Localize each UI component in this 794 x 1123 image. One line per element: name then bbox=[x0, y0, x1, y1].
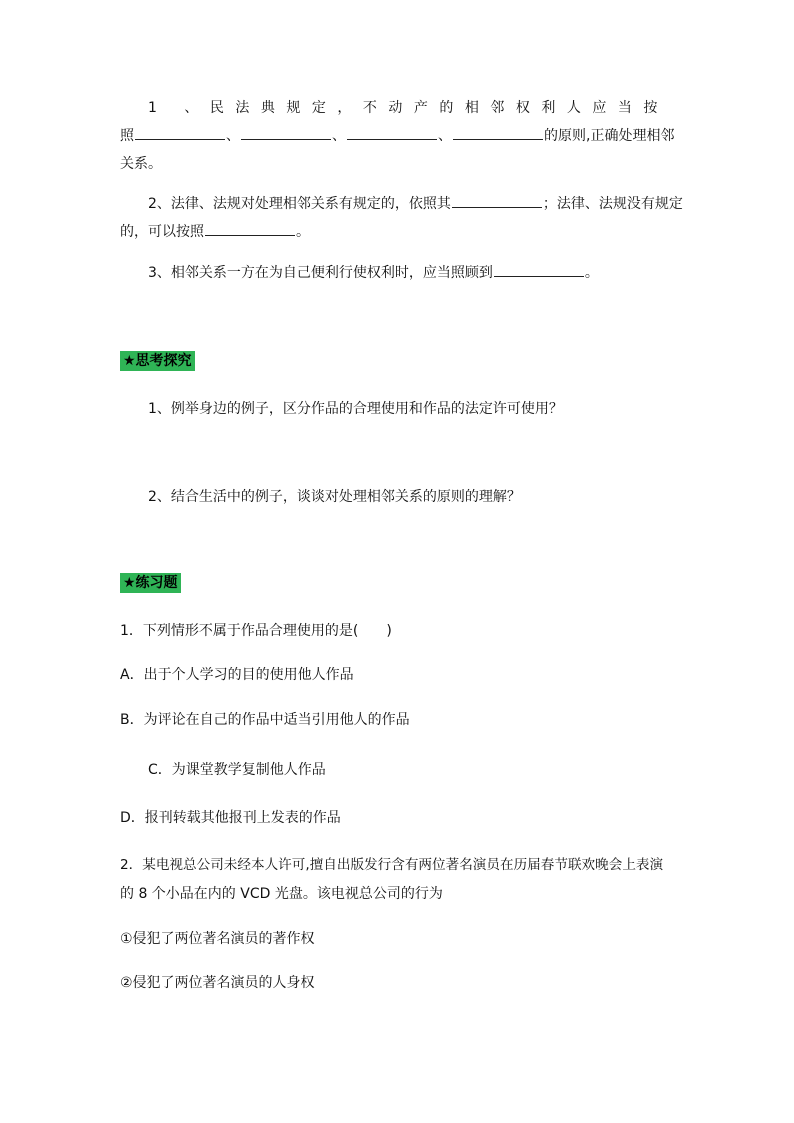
fill-q2-line2-end: 。 bbox=[296, 224, 310, 240]
exercise-q1-option-a: A．出于个人学习的目的使用他人作品 bbox=[120, 667, 354, 683]
thinking-q2: 2、结合生活中的例子，谈谈对处理相邻关系的原则的理解？ bbox=[148, 489, 521, 505]
fill-q1-text: 1 、民法典规定，不动产的相邻权利人应当按 bbox=[148, 100, 669, 116]
fill-q2-line2 bbox=[120, 221, 310, 241]
exercises-heading: ★练习题 bbox=[120, 573, 181, 593]
fill-q2-line1 bbox=[148, 193, 683, 213]
blank-7[interactable] bbox=[494, 262, 584, 277]
fill-q1-line2-start: 照 bbox=[120, 128, 134, 144]
exercise-q1-option-c: C．为课堂教学复制他人作品 bbox=[148, 762, 326, 778]
exercise-q1-option-d: D．报刊转载其他报刊上发表的作品 bbox=[120, 810, 341, 826]
blank-6[interactable] bbox=[205, 221, 295, 236]
exercise-q2-stem-line1: 2．某电视总公司未经本人许可,擅自出版发行含有两位著名演员在历届春节联欢晚会上表演 bbox=[120, 857, 664, 873]
fill-q1-line3: 关系。 bbox=[120, 156, 162, 172]
separator: 、 bbox=[226, 128, 240, 144]
fill-q2-text-end: ；法律、法规没有规定 bbox=[542, 196, 683, 212]
blank-5[interactable] bbox=[452, 193, 542, 208]
blank-2[interactable] bbox=[241, 125, 331, 140]
exercise-q2-option-1: ①侵犯了两位著名演员的著作权 bbox=[120, 931, 315, 947]
blank-4[interactable] bbox=[453, 125, 543, 140]
exercise-q2-stem-line2: 的 8 个小品在内的 VCD 光盘。该电视总公司的行为 bbox=[120, 886, 443, 902]
fill-q1-line2 bbox=[120, 125, 674, 145]
exercise-q2-option-2: ②侵犯了两位著名演员的人身权 bbox=[120, 975, 315, 991]
thinking-q1: 1、例举身边的例子，区分作品的合理使用和作品的法定许可使用？ bbox=[148, 401, 563, 417]
blank-3[interactable] bbox=[347, 125, 437, 140]
fill-q2-text-start: 2、法律、法规对处理相邻关系有规定的，依照其 bbox=[148, 196, 451, 212]
fill-q3-line bbox=[148, 262, 599, 282]
fill-q2-line2-start: 的，可以按照 bbox=[120, 224, 204, 240]
fill-q3-text-end: 。 bbox=[584, 265, 599, 281]
fill-q1-line2-end: 的原则,正确处理相邻 bbox=[544, 128, 675, 144]
blank-1[interactable] bbox=[135, 125, 225, 140]
separator: 、 bbox=[332, 128, 346, 144]
exercise-q1-stem: 1．下列情形不属于作品合理使用的是( ) bbox=[120, 623, 392, 639]
exercise-q1-option-b: B．为评论在自己的作品中适当引用他人的作品 bbox=[120, 712, 410, 728]
fill-q1-line1 bbox=[148, 97, 669, 117]
separator: 、 bbox=[438, 128, 452, 144]
fill-q3-text-start: 3、相邻关系一方在为自己便利行使权利时，应当照顾到 bbox=[148, 265, 493, 281]
thinking-heading: ★思考探究 bbox=[120, 351, 195, 371]
